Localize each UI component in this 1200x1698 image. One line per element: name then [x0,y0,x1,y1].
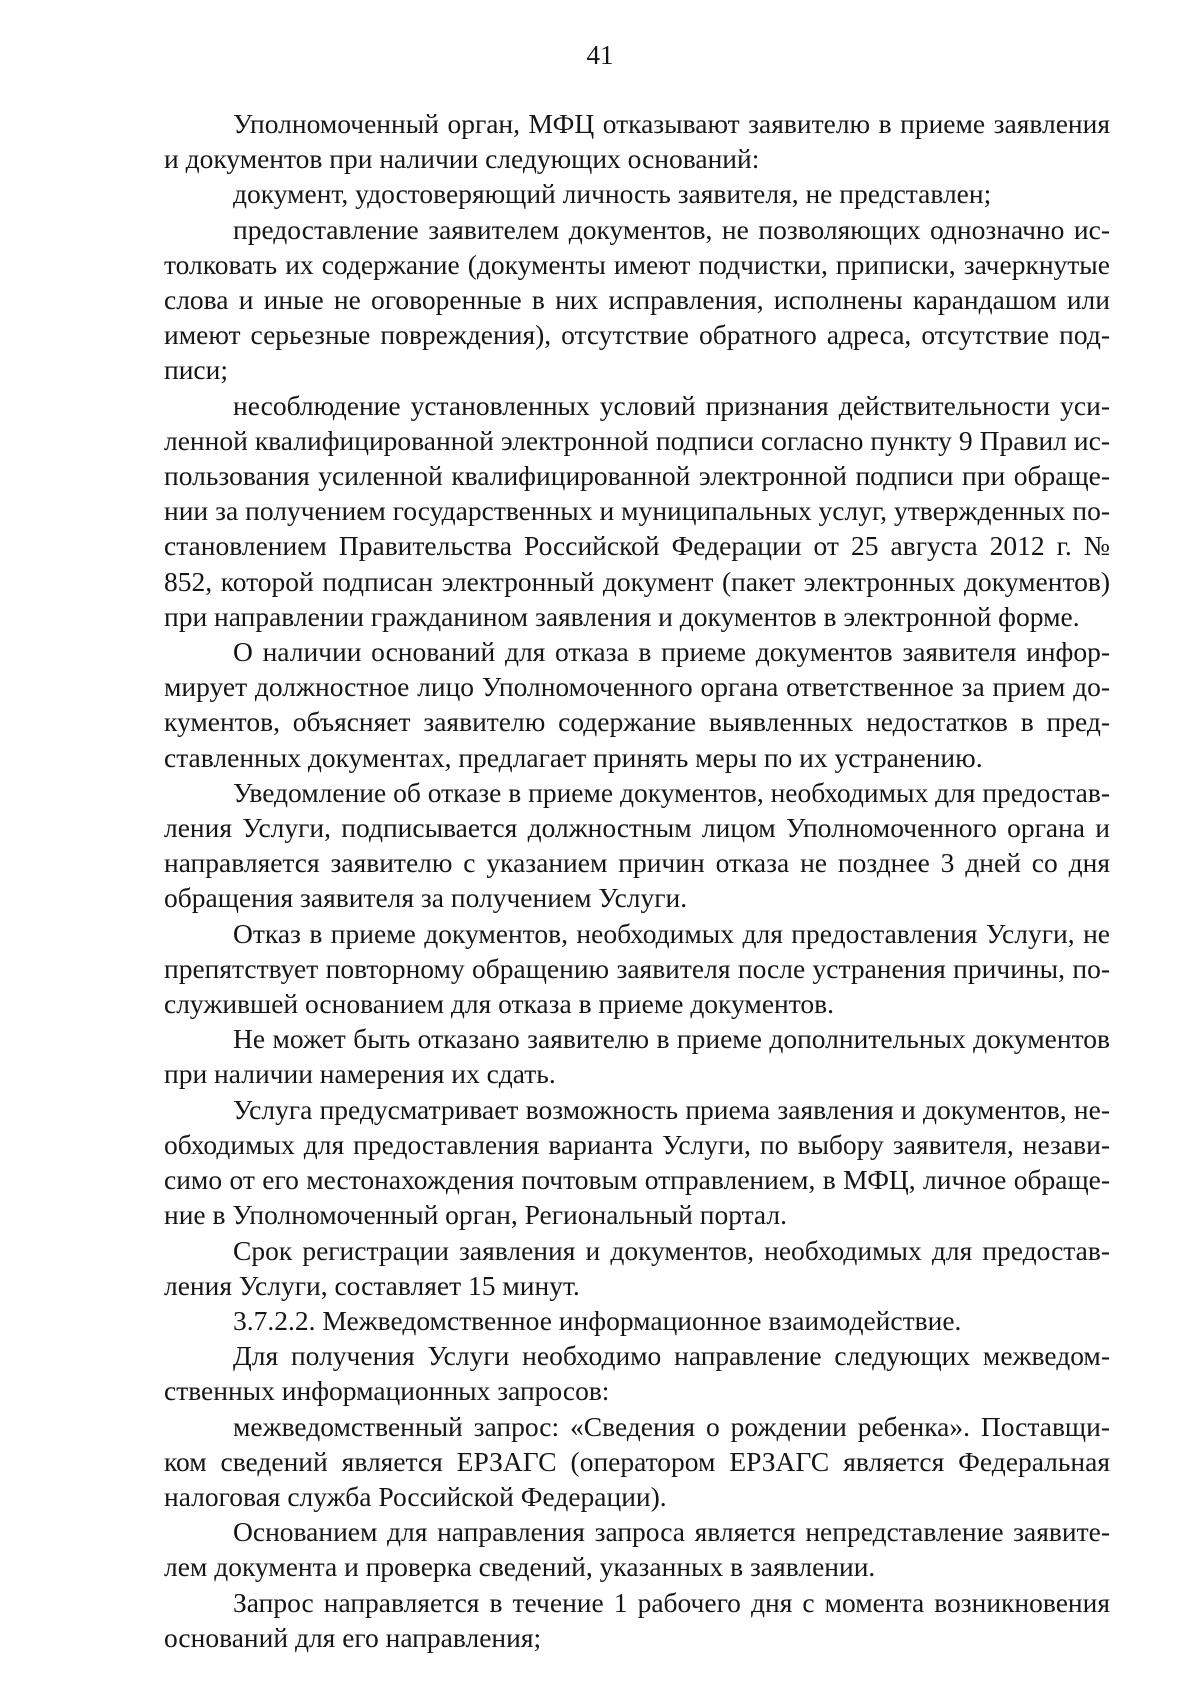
paragraph-official-informs: О наличии оснований для отказа в приеме документов заявителя информирует должностное лицо Уполномоченного органа ответственное за прием документов, объясняет заявителю содержание выявленных недостатков в представленных документах, предлагает принять меры по их устранению. [164,636,1110,773]
paragraph-ambiguous-documents: предоставление заявителем документов, не позволяющих однозначно истолковать их содержание (документы имеют подчистки, приписки, зачеркнутые слова и иные не оговоренные в них исправления, исполнены карандашом или имеют серьезные повреждения), отсутствие обратного адреса, отсутствие подписи; [164,213,1110,386]
paragraph-electronic-signature: несоблюдение установленных условий признания действительности усиленной квалифицированной электронной подписи согласно пункту 9 Правил использования усиленной квалифицированной электронной подписи при обращении за получением государственных и муниципальных услуг, утвержденных постановлением Правительства Российской Федерации от 25 августа 2012 г. № 852, которой подписан электронный документ (пакет электронных документов) при направлении гражданином заявления и документов в электронной форме. [164,389,1110,632]
section-heading-3-7-2-2: 3.7.2.2. Межведомственное информационное взаимодействие. [233,1304,962,1336]
paragraph-registration-time: Срок регистрации заявления и документов, необходимых для предоставления Услуги, составляет 15 минут. [164,1234,1110,1301]
paragraph-refusal-intro: Уполномоченный орган, МФЦ отказывают заявителю в приеме заявления и документов при наличии следующих оснований: [164,108,1110,175]
paragraph-interagency-requests: Для получения Услуги необходимо направление следующих межведомственных информационных запросов: [164,1340,1110,1407]
page-number: 41 [586,40,614,70]
paragraph-refusal-notice: Уведомление об отказе в приеме документов, необходимых для предоставления Услуги, подписывается должностным лицом Уполномоченного органа и направляется заявителю с указанием причин отказа не позднее 3 дней со дня обращения заявителя за получением Услуги. [164,776,1110,914]
paragraph-request-basis: Основанием для направления запроса является непредставление заявителем документа и проверка сведений, указанных в заявлении. [164,1516,1110,1583]
document-body [164,106,1110,1655]
paragraph-submission-options: Услуга предусматривает возможность приема заявления и документов, необходимых для предоставления варианта Услуги, по выбору заявителя, независимо от его местонахождения почтовым отправлением, в МФЦ, личное обращение в Уполномоченный орган, Региональный портал. [164,1093,1110,1231]
paragraph-repeat-application: Отказ в приеме документов, необходимых для предоставления Услуги, не препятствует повторному обращению заявителя после устранения причины, послужившей основанием для отказа в приеме документов. [164,917,1110,1020]
paragraph-request-deadline: Запрос направляется в течение 1 рабочего дня с момента возникновения оснований для его направления; [164,1586,1110,1653]
paragraph-birth-record-request: межведомственный запрос: «Сведения о рождении ребенка». Поставщиком сведений является ЕРЗАГС (оператором ЕРЗАГС является Федеральная налоговая служба Российской Федерации). [164,1410,1110,1512]
paragraph-id-not-provided: документ, удостоверяющий личность заявителя, не представлен; [233,178,992,210]
paragraph-additional-documents: Не может быть отказано заявителю в приеме дополнительных документов при наличии намерения их сдать. [164,1023,1110,1090]
